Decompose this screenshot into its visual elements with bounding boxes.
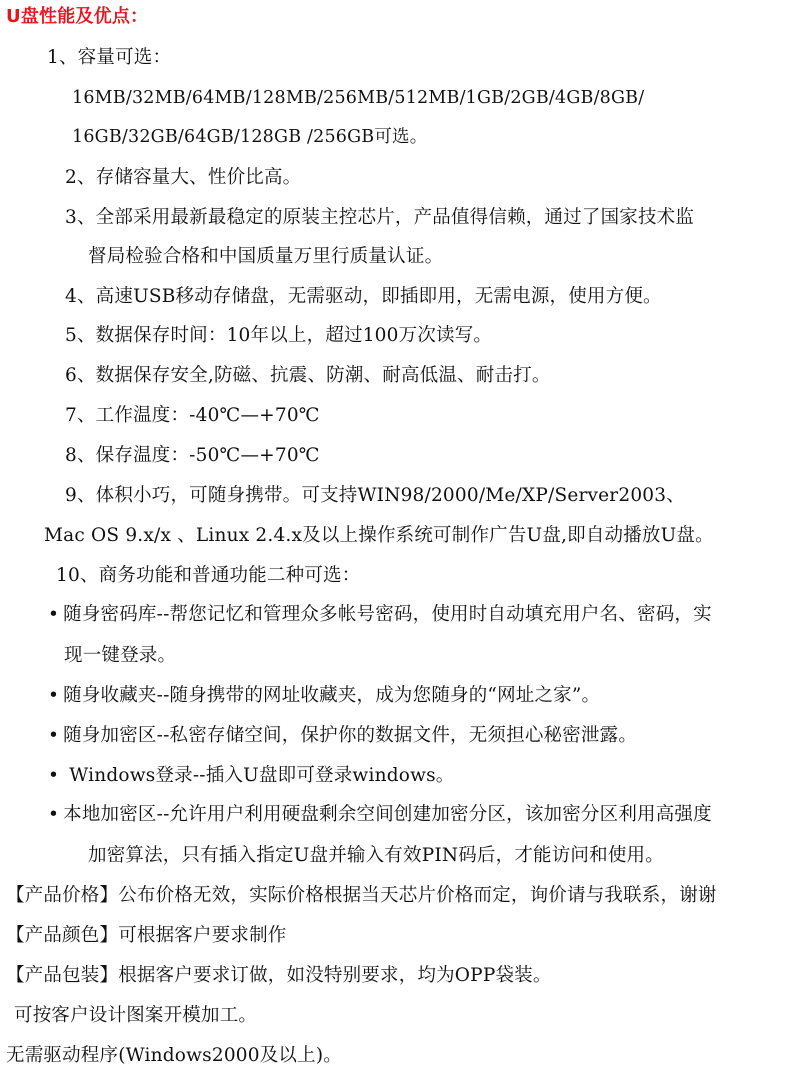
driver-note: 无需驱动程序(Windows2000及以上)。 — [6, 1045, 342, 1066]
bullet-icon: • — [48, 725, 60, 746]
feature-password-vault-text: 随身密码库--帮您记忆和管理众多帐号密码，使用时自动填充用户名、密码，实 — [63, 604, 712, 625]
feature-windows-login-text: Windows登录--插入U盘即可登录windows。 — [63, 765, 455, 786]
document-title: U盘性能及优点： — [6, 6, 149, 27]
feature-password-vault-text-continued: 现一键登录。 — [64, 645, 177, 666]
capacity-options-line-2: 16GB/32GB/64GB/128GB /256GB可选。 — [72, 127, 428, 147]
item-5-text: 5、数据保存时间：10年以上，超过100万次读写。 — [65, 325, 493, 346]
feature-password-vault — [48, 603, 712, 627]
item-3-text-line-2: 督局检验合格和中国质量万里行质量认证。 — [88, 246, 444, 267]
product-packaging: 【产品包装】根据客户要求订做，如没特别要求，均为OPP袋装。 — [6, 965, 552, 986]
item-9-text-line-2: Mac OS 9.x/x 、Linux 2.4.x及以上操作系统可制作广告U盘,即自动播放U盘。 — [44, 525, 714, 546]
item-2-text: 2、存储容量大、性价比高。 — [65, 167, 302, 188]
feature-encrypted-zone — [48, 724, 637, 748]
item-3-text-line-1: 3、全部采用最新最稳定的原装主控芯片，产品值得信赖，通过了国家技术监 — [65, 207, 695, 228]
item-6-text: 6、数据保存安全,防磁、抗震、防潮、耐高低温、耐击打。 — [65, 365, 551, 386]
feature-encrypted-zone-text: 随身加密区--私密存储空间，保护你的数据文件，无须担心秘密泄露。 — [63, 725, 638, 746]
item-10-text: 10、商务功能和普通功能二种可选： — [56, 565, 361, 586]
feature-bookmarks — [48, 684, 600, 708]
bullet-icon: • — [48, 804, 60, 825]
feature-windows-login — [48, 764, 455, 788]
feature-local-encrypted-zone-text-continued: 加密算法，只有插入指定U盘并输入有效PIN码后，才能访问和使用。 — [88, 845, 664, 866]
item-4-text: 4、高速USB移动存储盘，无需驱动，即插即用，无需电源，使用方便。 — [65, 286, 662, 307]
bullet-icon: • — [48, 604, 60, 625]
capacity-options-line-1: 16MB/32MB/64MB/128MB/256MB/512MB/1GB/2GB/4GB/8GB/ — [72, 88, 645, 108]
item-7-text: 7、工作温度：-40℃—+70℃ — [65, 405, 320, 426]
feature-local-encrypted-zone — [48, 803, 712, 827]
bullet-icon: • — [48, 765, 60, 786]
custom-mold-note: 可按客户设计图案开模加工。 — [14, 1005, 258, 1026]
product-color: 【产品颜色】可根据客户要求制作 — [6, 925, 287, 946]
item-8-text: 8、保存温度：-50℃—+70℃ — [65, 445, 320, 466]
capacity-heading: 1、容量可选： — [47, 47, 172, 68]
feature-bookmarks-text: 随身收藏夹--随身携带的网址收藏夹，成为您随身的“网址之家”。 — [63, 685, 601, 706]
bullet-icon: • — [48, 685, 60, 706]
product-price: 【产品价格】公布价格无效，实际价格根据当天芯片价格而定，询价请与我联系，谢谢 — [6, 885, 717, 906]
feature-local-encrypted-zone-text: 本地加密区--允许用户利用硬盘剩余空间创建加密分区，该加密分区利用高强度 — [63, 804, 712, 825]
item-9-text-line-1: 9、体积小巧，可随身携带。可支持WIN98/2000/Me/XP/Server2003、 — [65, 485, 685, 506]
